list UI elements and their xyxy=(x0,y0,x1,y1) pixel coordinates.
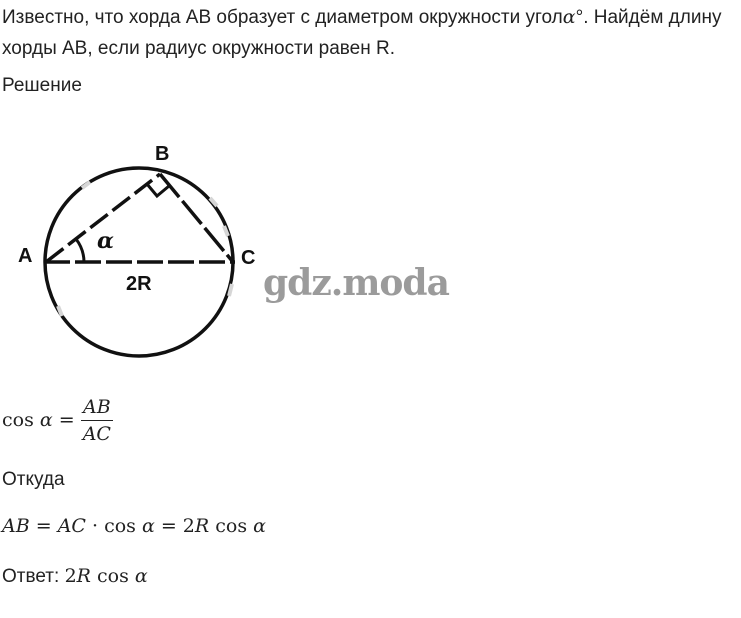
formula2-eq2: = 2 xyxy=(154,515,195,537)
watermark-logo: gdz.moda xyxy=(263,262,449,304)
label-a: A xyxy=(18,245,33,267)
angle-alpha-arc xyxy=(76,239,84,262)
formula2-ab: AB xyxy=(2,515,30,537)
problem-text-after: °. Найдём длину хорды AB, если радиус окружности равен R. xyxy=(2,7,722,59)
formula-ab-result xyxy=(2,512,266,540)
formula2-ac: AC xyxy=(57,515,86,537)
formula2-r: R xyxy=(194,515,210,537)
answer-alpha: α xyxy=(134,565,148,587)
answer-label: Ответ: xyxy=(2,566,65,587)
label-c: C xyxy=(241,247,256,269)
answer-two: 2 xyxy=(64,565,77,587)
geometry-figure xyxy=(14,136,254,371)
answer-line xyxy=(2,562,148,591)
formula1-numerator: AB xyxy=(81,395,113,421)
formula2-alpha1: α xyxy=(141,515,155,537)
solution-heading: Решение xyxy=(2,75,82,96)
right-angle-mark xyxy=(147,184,169,196)
answer-r: R xyxy=(76,565,91,587)
formula1-cos: cos xyxy=(2,409,34,431)
label-alpha: α xyxy=(97,228,114,254)
label-b: B xyxy=(155,143,170,165)
circle-scan-marks xyxy=(58,182,232,316)
formula2-eq1: = xyxy=(29,515,58,537)
formula2-cos: cos xyxy=(209,515,254,537)
label-diameter: 2R xyxy=(126,273,152,295)
problem-text-before: Известно, что хорда AB образует с диаметром окружности угол xyxy=(2,7,563,28)
problem-alpha-symbol: α xyxy=(562,6,576,28)
answer-cos: cos xyxy=(90,565,135,587)
formula1-fraction xyxy=(81,395,113,446)
formula2-dot-cos: · cos xyxy=(85,515,142,537)
otkuda-text: Откуда xyxy=(2,469,65,490)
formula2-alpha2: α xyxy=(253,515,266,537)
circle-diagram xyxy=(14,136,254,366)
problem-statement xyxy=(2,2,738,64)
formula1-denominator: AC xyxy=(82,422,111,445)
formula1-equals: = xyxy=(58,409,75,431)
formula1-alpha: α xyxy=(39,409,53,431)
formula-cos-ratio xyxy=(2,392,113,448)
